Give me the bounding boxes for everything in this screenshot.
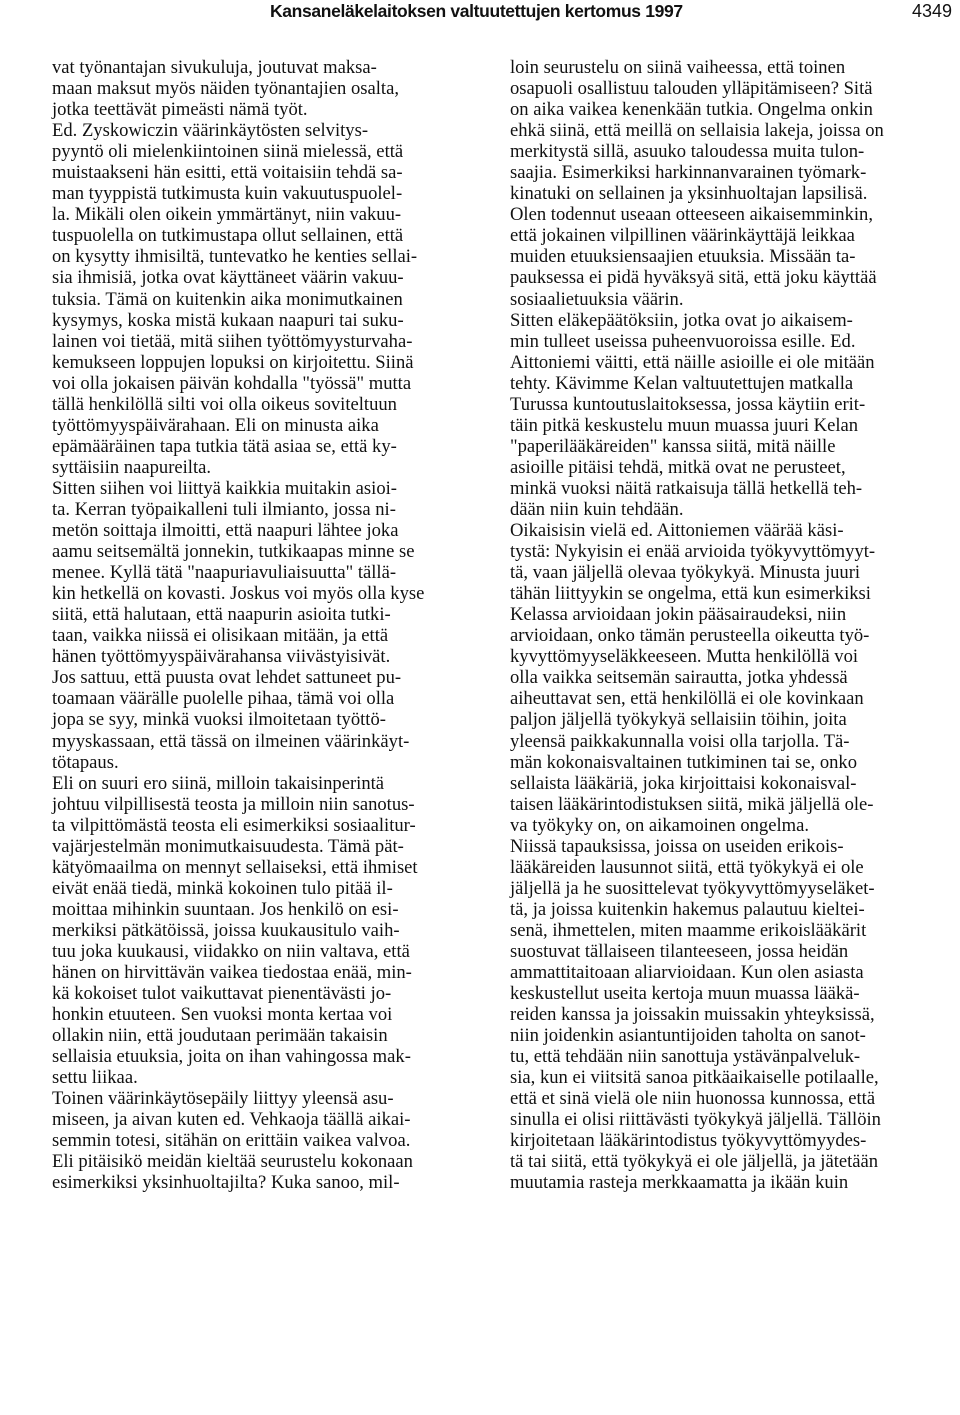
text-line: pyyntö oli mielenkiintoinen siinä mielessä, että xyxy=(52,141,404,163)
text-line: merkiksi pätkätöissä, joissa kuukausitulo vaih- xyxy=(52,919,400,941)
text-line: kysymys, koska mistä kukaan naapuri tai suku- xyxy=(52,309,404,331)
text-line: tä, ja joissa kuitenkin hakemus palautuu kieltei- xyxy=(510,898,865,920)
text-line: eivät enää tiedä, minkä kokoinen tulo pitää il- xyxy=(52,877,393,899)
text-line: kä kokoiset tulot vaikuttavat pienentävästi jo- xyxy=(52,983,392,1005)
text-line: maan maksut myös näiden työnantajien osalta, xyxy=(52,78,399,100)
text-line: epämääräinen tapa tutkia tätä asiaa se, että ky- xyxy=(52,435,397,457)
text-line: paljon jäljellä työkykyä sellaisiin töihin, joita xyxy=(510,709,847,731)
text-line: ollakin niin, että joudutaan perimään takaisin xyxy=(52,1025,388,1047)
text-line: la. Mikäli olen oikein ymmärtänyt, niin vakuu- xyxy=(52,204,402,226)
text-line: Aittoniemi väitti, että näille asioille ei ole mitään xyxy=(510,351,875,373)
text-line: Sitten eläkepäätöksiin, jotka ovat jo aikaisem- xyxy=(510,309,853,331)
text-line: tuspuolella on tutkimustapa ollut sellainen, että xyxy=(52,225,404,247)
text-line: tä, vaan jäljellä olevaa työkykyä. Minusta juuri xyxy=(510,562,861,584)
text-line: myyskassaan, että tässä on ilmeinen väärinkäyt- xyxy=(52,730,410,752)
text-line: Turussa kuntoutuslaitoksessa, jossa käytiin erit- xyxy=(510,393,866,415)
text-line: honkin etuuteen. Sen vuoksi monta kertaa voi xyxy=(52,1004,393,1026)
text-line: vat työnantajan sivukuluja, joutuvat maksa- xyxy=(52,57,377,78)
text-line: että et sinä vielä ole niin huonossa kunnossa, että xyxy=(510,1088,876,1110)
text-line: muiden etuuksiensaajien etuuksia. Missään ta- xyxy=(510,246,856,268)
text-line: män kokonaisvaltainen tutkiminen tai se, onko xyxy=(510,751,858,773)
text-line: kemukseen loppujen lopuksi on kirjoitettu. Siinä xyxy=(52,351,414,373)
text-line: hänen työttömyyspäivärahansa viivästyisivät. xyxy=(52,646,391,668)
text-line: Olen todennut useaan otteeseen aikaisemminkin, xyxy=(510,204,873,226)
text-line: tähän liittyykin se ongelma, että kun esimerkiksi xyxy=(510,583,871,605)
text-line: ta. Kerran työpaikalleni tuli ilmianto, jossa ni- xyxy=(52,498,396,520)
text-line: va työkyky on, on aikamoinen ongelma. xyxy=(510,814,809,836)
text-line: tystä: Nykyisin ei enää arvioida työkyvyttömyyt- xyxy=(510,541,876,563)
text-line: sinulla ei olisi riittävästi työkykyä jäljellä. Tällöin xyxy=(510,1109,881,1131)
text-line: merkitystä sillä, asuuko taloudessa muita tulon- xyxy=(510,141,865,163)
text-line: täin pitkä keskustelu muun muassa juuri Kelan xyxy=(510,414,859,436)
text-line: että jokainen vilpillinen väärinkäyttäjä leikkaa xyxy=(510,225,855,247)
text-line: ta vilpittömästä teosta eli esimerkiksi sosiaalitur- xyxy=(52,814,416,836)
text-line: yleensä paikkakunnalla voisi olla tarjolla. Tä- xyxy=(510,730,850,752)
right-text-column xyxy=(510,57,942,1194)
text-line: niin joidenkin asiantuntijoiden taholta on sanot- xyxy=(510,1025,866,1047)
text-line: sia ihmisiä, jotka ovat käyttäneet väärin vakuu- xyxy=(52,267,404,289)
text-line: osapuoli osallistuu talouden ylläpitämiseen? Sitä xyxy=(510,78,873,100)
text-line: tu, että tehdään niin sanottuja ystävänpalveluk- xyxy=(510,1046,861,1068)
text-line: semmin totesi, sitähän on erittäin vaikea valvoa. xyxy=(52,1130,411,1152)
text-line: tällä henkilöllä silti voi olla oikeus soviteltuun xyxy=(52,393,397,415)
text-line: minkä vuoksi näitä ratkaisuja tällä hetkellä teh- xyxy=(510,477,863,499)
text-line: suostuvat tällaiseen tilanteeseen, jossa heidän xyxy=(510,940,849,962)
text-line: on aika vaikea kenenkään tutkia. Ongelma onkin xyxy=(510,99,873,121)
text-line: Kelassa arvioidaan jokin pääsairaudeksi, niin xyxy=(510,604,847,626)
text-line: jäljellä ja he suosittelevat työkyvyttömyyseläket- xyxy=(510,877,875,899)
text-line: kirjoitetaan lääkärintodistus työkyvyttömyydes- xyxy=(510,1130,867,1152)
text-line: hänen on hirvittävän vaikea tiedostaa enää, min- xyxy=(52,962,412,984)
text-line: moittaa mihinkin suuntaan. Jos henkilö on esi- xyxy=(52,898,399,920)
text-line: lainen voi tietää, mitä siihen työttömyysturvaha- xyxy=(52,330,413,352)
text-line: senä, ihmettelen, miten maamme erikoislääkärit xyxy=(510,919,867,941)
text-line: Eli on suuri ero siinä, milloin takaisinperintä xyxy=(52,772,385,794)
text-line: lääkäreiden lausunnot siitä, että työkykyä ei ole xyxy=(510,856,864,878)
text-line: sosiaalietuuksia väärin. xyxy=(510,288,684,310)
page-header xyxy=(0,0,960,34)
text-line: man tyyppistä tutkimusta kuin vakuutuspuolel- xyxy=(52,183,403,205)
text-line: tuksia. Tämä on kuitenkin aika monimutkainen xyxy=(52,288,403,310)
text-line: aamu seitsemältä jonnekin, tutkikaapas minne se xyxy=(52,541,415,563)
text-line: Ed. Zyskowiczin väärinkäytösten selvitys- xyxy=(52,120,369,142)
text-line: Toinen väärinkäytösepäily liittyy yleensä asu- xyxy=(52,1088,394,1110)
text-line: voi olla jokaisen päivän kohdalla "työssä" mutta xyxy=(52,372,412,394)
text-line: ehkä siinä, että meillä on sellaisia lakeja, joissa on xyxy=(510,120,884,142)
text-line: kyvyttömyyseläkkeeseen. Mutta henkilöllä voi xyxy=(510,646,859,668)
text-line: sia, kun ei viitsitä sanoa pitkäaikaiselle potilaalle, xyxy=(510,1067,879,1089)
text-line: keskustellut useita kertoja muun muassa lääkä- xyxy=(510,983,860,1005)
text-line: taan, vaikka niissä ei olisikaan mitään, ja että xyxy=(52,625,389,647)
text-line: johtuu vilpillisestä teosta ja milloin niin sanotus- xyxy=(52,793,415,815)
left-text-column xyxy=(52,57,472,1194)
text-line: Niissä tapauksissa, joissa on useiden erikois- xyxy=(510,835,844,857)
text-line: kätyömaailma on mennyt sellaiseksi, että ihmiset xyxy=(52,856,418,878)
text-line: ammattitaitoaan aliarvioidaan. Kun olen asiasta xyxy=(510,962,864,984)
text-line: esimerkiksi yksinhuoltajilta? Kuka sanoo, mil- xyxy=(52,1172,400,1194)
text-line: syttäisiin naapureilta. xyxy=(52,456,212,478)
text-line: työttömyyspäivärahaan. Eli on minusta aika xyxy=(52,414,379,436)
text-line: "paperilääkäreiden" kanssa siitä, mitä näille xyxy=(510,435,836,457)
text-line: on kysytty ihmisiltä, tuntevatko he kenties sellai- xyxy=(52,246,418,268)
text-line: jotka teettävät pimeästi nämä työt. xyxy=(52,99,308,121)
text-line: sellaisia etuuksia, joita on ihan vahingossa mak- xyxy=(52,1046,411,1068)
text-line: kinatuki on sellainen ja yksinhuoltajan lapsilisä. xyxy=(510,183,868,205)
text-line: Oikaisisin vielä ed. Aittoniemen väärää käsi- xyxy=(510,520,844,542)
text-line: tä tai siitä, että työkykyä ei ole jäljellä, ja jätetään xyxy=(510,1151,879,1173)
page-number: 4349 xyxy=(911,1,952,21)
text-line: aiheuttavat sen, että henkilöllä ei ole kovinkaan xyxy=(510,688,864,710)
text-line: olla vaikka seitsemän sairautta, jotka yhdessä xyxy=(510,667,848,689)
text-line: taisen lääkärintodistuksen siitä, mikä jäljellä ole- xyxy=(510,793,874,815)
text-line: min tulleet useissa puheenvuoroissa esille. Ed. xyxy=(510,330,856,352)
text-line: siitä, että halutaan, että naapurin asioita tutki- xyxy=(52,604,391,626)
text-line: pauksessa ei pidä hyväksyä sitä, että joku käyttää xyxy=(510,267,877,289)
text-line: reiden kanssa ja joissakin muissakin yhteyksissä, xyxy=(510,1004,875,1026)
text-line: metön soittaja ilmoitti, että naapuri lähtee joka xyxy=(52,520,399,542)
text-line: menee. Kyllä tätä "naapuriavuliaisuutta" tällä- xyxy=(52,562,397,584)
text-line: Jos sattuu, että puusta ovat lehdet sattuneet pu- xyxy=(52,667,402,689)
text-line: tötapaus. xyxy=(52,751,119,773)
text-line: tuu joka kuukausi, viidakko on niin valtava, että xyxy=(52,940,410,962)
text-line: Eli pitäisikö meidän kieltää seurustelu kokonaan xyxy=(52,1151,413,1173)
text-line: vajärjestelmän monimutkaisuudesta. Tämä pät- xyxy=(52,835,404,857)
text-line: kin hetkellä on kovasti. Joskus voi myös olla kyse xyxy=(52,583,425,605)
text-line: dään niin kuin tehdään. xyxy=(510,498,684,520)
text-line: Sitten siihen voi liittyä kaikkia muitakin asioi- xyxy=(52,477,397,499)
text-line: arvioidaan, onko tämän perusteella oikeutta työ- xyxy=(510,625,870,647)
text-line: muistaakseni hän esitti, että voitaisiin tehdä sa- xyxy=(52,162,403,184)
text-line: sellaista lääkäriä, joka kirjoittaisi kokonaisval- xyxy=(510,772,857,794)
text-line: jopa se syy, minkä vuoksi ilmoitetaan työttö- xyxy=(52,709,386,731)
text-line: muutamia rasteja merkkaamatta ja ikään kuin xyxy=(510,1172,849,1194)
text-line: loin seurustelu on siinä vaiheessa, että toinen xyxy=(510,57,846,78)
text-line: saajia. Esimerkiksi harkinnanvarainen työmark- xyxy=(510,162,867,184)
text-line: tehty. Kävimme Kelan valtuutettujen matkalla xyxy=(510,372,854,394)
text-line: asioille pitäisi tehdä, mitkä ovat ne perusteet, xyxy=(510,456,846,478)
text-line: toamaan väärälle puolelle pihaa, tämä voi olla xyxy=(52,688,395,710)
text-line: miseen, ja aivan kuten ed. Vehkaoja täällä aikai- xyxy=(52,1109,411,1131)
running-head: Kansaneläkelaitoksen valtuutettujen kertomus 1997 xyxy=(270,1,683,21)
text-line: settu liikaa. xyxy=(52,1067,138,1089)
